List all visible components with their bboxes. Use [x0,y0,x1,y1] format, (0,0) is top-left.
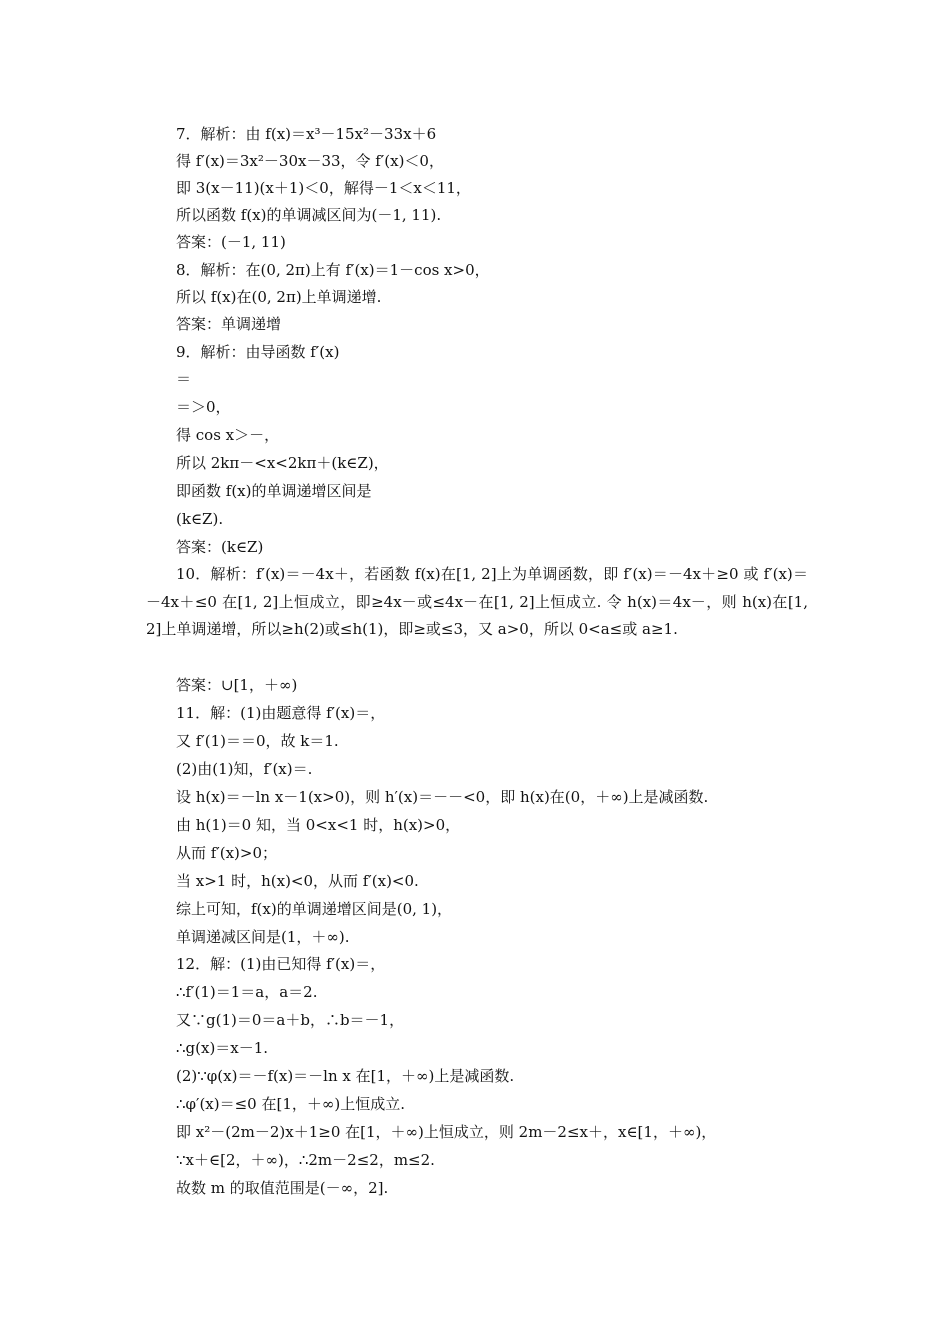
line-12-1: 12．解：(1)由已知得 f′(x)＝， [176,955,386,973]
line-9-4: 得 cos x＞－， [176,426,280,444]
line-11-9: 单调递减区间是(1，＋∞). [176,928,350,946]
line-11-5: 由 h(1)＝0 知，当 0<x<1 时，h(x)>0， [176,816,461,834]
paragraph-10: 10．解析：f′(x)＝－4x＋，若函数 f(x)在[1, 2]上为单调函数，即 f′(x)＝－4x＋≥0 或 f′(x)＝－4x＋≤0 在[1, 2]上恒成立，即≥4x－或≤4x－在[1, 2]上恒成立. 令 h(x)＝4x－，则 h(x)在[1, 2]上单调递增，所以≥h(2)或≤h(1)，即≥或≤3，又 a>0，所以 0<a≤或 a≥1. [146,565,808,639]
line-12-5: (2)∵φ(x)＝－f(x)＝－ln x 在[1，＋∞)上是减函数. [176,1067,515,1085]
line-12-2: ∴f′(1)＝1＝a，a＝2. [176,983,318,1001]
line-11-8: 综上可知，f(x)的单调递增区间是(0, 1)， [176,900,453,918]
line-11-4: 设 h(x)＝－ln x－1(x>0)，则 h′(x)＝－－<0，即 h(x)在(0，＋∞)上是减函数. [176,788,709,806]
line-12-9: 故数 m 的取值范围是(－∞，2]. [176,1179,389,1197]
line-9-answer: 答案：(k∈Z) [176,538,264,556]
line-9-2: ＝ [176,370,192,388]
line-12-4: ∴g(x)＝x－1. [176,1039,269,1057]
line-9-3: ＝＞0， [176,398,231,416]
line-11-3: (2)由(1)知，f′(x)＝. [176,760,313,778]
line-11-7: 当 x>1 时，h(x)<0，从而 f′(x)<0. [176,872,419,890]
line-9-1: 9．解析：由导函数 f′(x) [176,343,340,361]
line-12-7: 即 x²－(2m－2)x＋1≥0 在[1，＋∞)上恒成立，则 2m－2≤x＋，x∈[1，＋∞)， [176,1123,717,1141]
line-11-2: 又 f′(1)＝＝0，故 k＝1. [176,732,339,750]
line-8-1: 8．解析：在(0, 2π)上有 f′(x)＝1－cos x>0， [176,261,490,279]
line-11-1: 11．解：(1)由题意得 f′(x)＝， [176,704,386,722]
line-7-answer: 答案：(－1, 11) [176,233,286,251]
line-12-8: ∵x＋∈[2，＋∞)，∴2m－2≤2，m≤2. [176,1151,435,1169]
line-7-1: 7．解析：由 f(x)＝x³－15x²－33x＋6 [176,125,437,143]
line-11-6: 从而 f′(x)>0； [176,844,278,862]
line-8-answer: 答案：单调递增 [176,315,282,333]
line-9-7: (k∈Z). [176,510,224,528]
line-9-5: 所以 2kπ－<x<2kπ＋(k∈Z)， [176,454,389,472]
line-8-2: 所以 f(x)在(0, 2π)上单调递增. [176,288,382,306]
line-12-3: 又∵g(1)＝0＝a＋b，∴b＝－1， [176,1011,405,1029]
line-9-6: 即函数 f(x)的单调递增区间是 [176,482,372,500]
line-10-answer: 答案：∪[1，＋∞) [176,676,298,694]
line-7-2: 得 f′(x)＝3x²－30x－33，令 f′(x)＜0， [176,152,444,170]
line-7-3: 即 3(x－11)(x＋1)＜0，解得－1＜x＜11， [176,179,471,197]
line-7-4: 所以函数 f(x)的单调减区间为(－1, 11). [176,206,442,224]
line-12-6: ∴φ′(x)＝≤0 在[1，＋∞)上恒成立. [176,1095,406,1113]
